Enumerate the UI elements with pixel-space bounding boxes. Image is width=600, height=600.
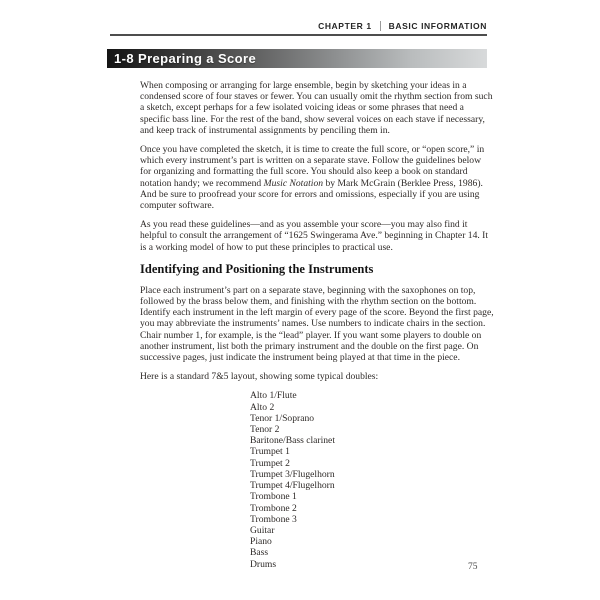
book-title-italic: Music Notation: [263, 177, 324, 189]
list-item: Baritone/Bass clarinet: [250, 435, 335, 447]
list-item: Drums: [250, 558, 277, 570]
section-label: BASIC INFORMATION: [388, 21, 487, 31]
subsection-heading: Identifying and Positioning the Instruments: [140, 261, 374, 276]
header-rule: [110, 34, 487, 36]
list-item: Trombone 2: [250, 502, 297, 514]
body-content: [140, 80, 494, 570]
paragraph-3: As you read these guidelines—and as you assemble your score—you may also find it helpful to consult the arrangement of “1625 Swingerama Ave.” beginning in Chapter 14. It is a working model of how to put these principles to practical use.: [140, 219, 489, 253]
list-item: Trumpet 2: [250, 457, 290, 469]
paragraph-1: When composing or arranging for large ensemble, begin by sketching your ideas in a condensed score of four staves or fewer. You can usually omit the rhythm section from such a sketch, except perhaps for a few isolated voicing ideas or some phrases that need a specific bass line. For the rest of the band, show several voices on each stave if necessary, and keep track of instrumental assignments by penciling them in.: [140, 80, 493, 136]
list-item: Bass: [250, 547, 269, 559]
paragraph-4: Place each instrument’s part on a separate stave, beginning with the saxophones on top, followed by the brass below them, and finishing with the rhythm section on the bottom. Identify each instrument in the left margin of every page of the score. Beyond the first page, you may abbreviate the instruments’ names. Use numbers to indicate chairs in the section. Chair number 1, for example, is the “lead” player. If you want some players to double on another instrument, list both the primary instrument and the double on the first page. On successive pages, just indicate the instrument being played at that time in the piece.: [140, 284, 494, 364]
paragraph-5: Here is a standard 7&5 layout, showing some typical doubles:: [140, 371, 379, 383]
instrument-list: [250, 390, 494, 569]
chapter-header: [110, 21, 487, 31]
list-item: Alto 2: [250, 401, 275, 413]
paragraph-2-pre: Once you have completed the sketch, it is time to create the full score, or “open score,” in which every instrument’s part is written on a separate stave. Follow the guidelines below for organizing and formatting the full score. You should also keep a book on standard notation handy; we recommend: [140, 144, 485, 189]
header-divider: [380, 21, 381, 31]
section-title-bar: [107, 49, 487, 68]
paragraph-2-post: by Mark McGrain (Berklee Press, 1986). And be sure to proofread your score for errors and omissions, especially if you are using computer software.: [140, 177, 483, 212]
section-title: 1-8 Preparing a Score: [114, 51, 257, 66]
list-item: Tenor 2: [250, 424, 280, 436]
chapter-label: CHAPTER 1: [318, 21, 372, 31]
paragraph-2: [140, 144, 494, 211]
list-item: Tenor 1/Soprano: [250, 412, 315, 424]
list-item: Trombone 3: [250, 513, 297, 525]
list-item: Piano: [250, 536, 272, 548]
list-item: Trombone 1: [250, 491, 297, 503]
page-number: 75: [468, 562, 478, 572]
list-item: Trumpet 1: [250, 446, 290, 458]
list-item: Guitar: [250, 524, 275, 536]
list-item: Trumpet 4/Flugelhorn: [250, 480, 335, 492]
list-item: Trumpet 3/Flugelhorn: [250, 468, 335, 480]
list-item: Alto 1/Flute: [250, 390, 297, 402]
